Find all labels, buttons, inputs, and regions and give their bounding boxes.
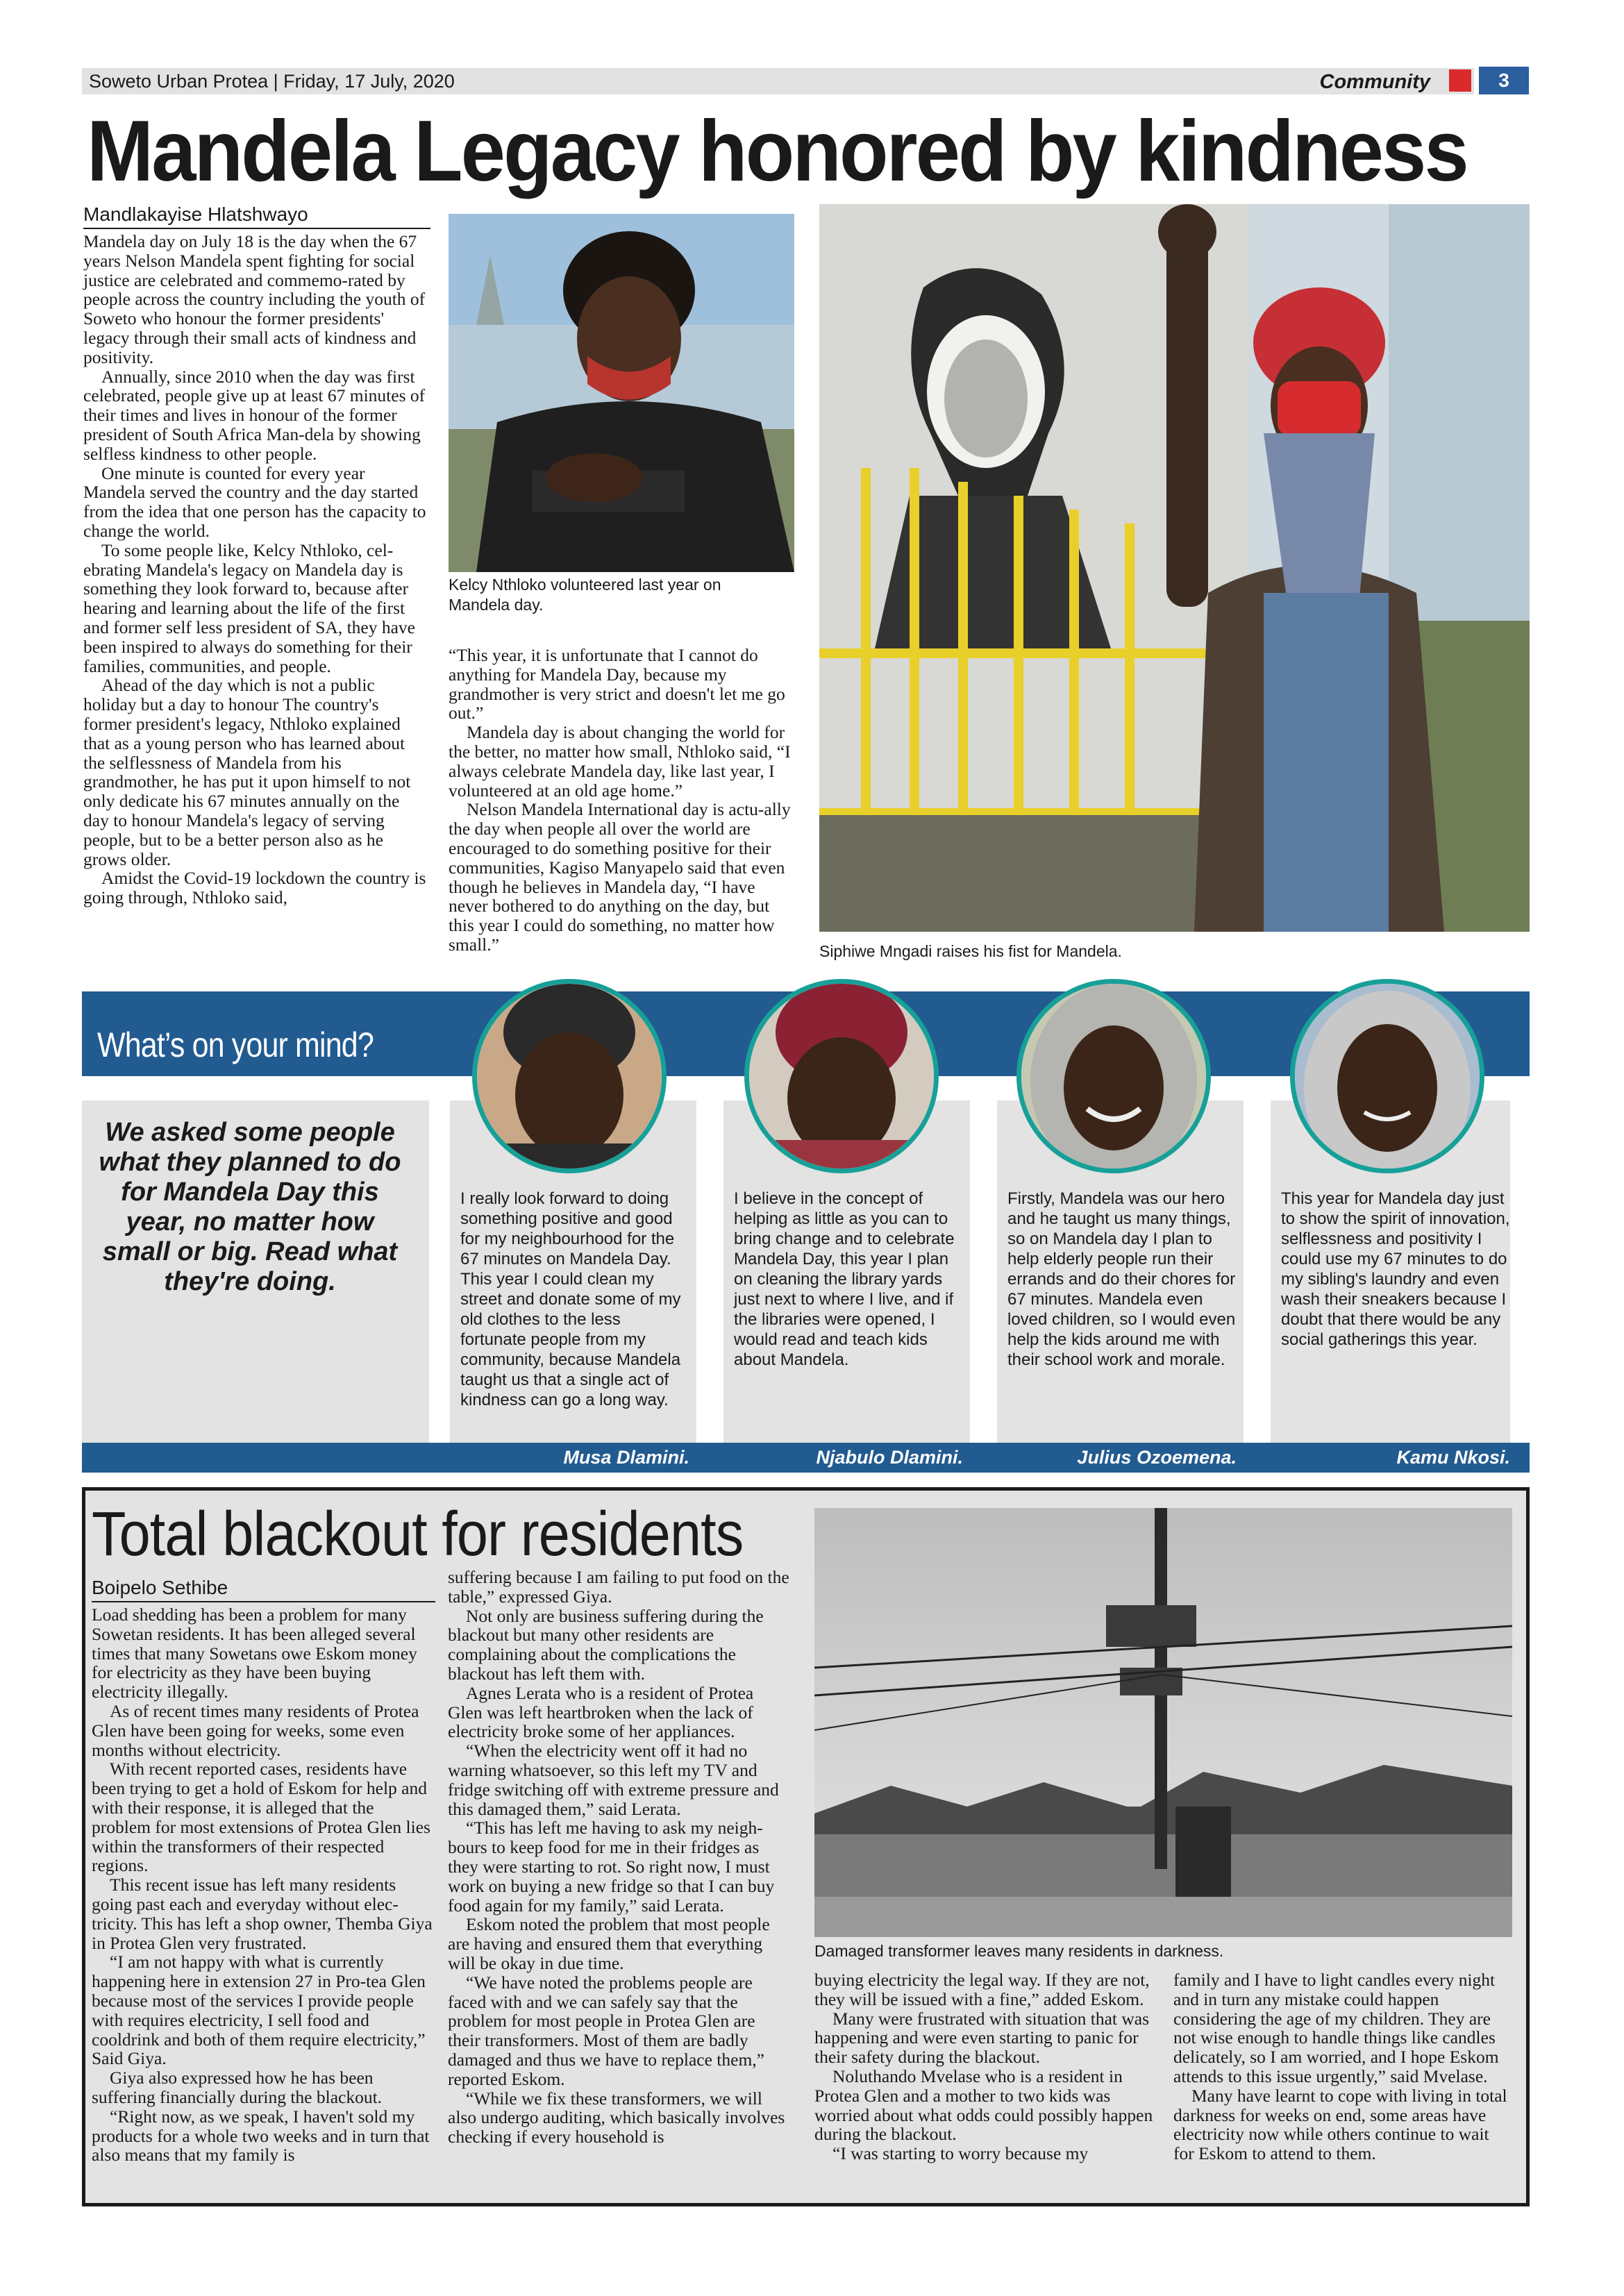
byline-rule (83, 228, 430, 229)
article2-column-1 (92, 1605, 435, 2165)
paragraph: With recent reported cases, residents have been trying to get a hold of Eskom for help and with their response, it is alleged that the problem for most extensions of Protea Glen lies within the transformers of their respected regions. (92, 1759, 430, 1876)
paragraph: This recent issue has left many residents going past each and everyday without elec-tricity. This has left a shop owner, Themba Giya in Protea Glen very frustrated. (92, 1875, 433, 1953)
paragraph: “This year, it is unfortunate that I cannot do anything for Mandela Day, because my grandmother is very strict and doesn't let me go out.” (449, 645, 785, 723)
paragraph: “While we fix these transformers, we will also undergo auditing, which basically involves checking if every household is (448, 2088, 785, 2147)
name-musa: Musa Dlamini. (563, 1447, 689, 1468)
headline-total-blackout: Total blackout for residents (92, 1500, 744, 1569)
quote-musa: I really look forward to doing something positive and good for my neighbourhood for the 67 minutes on Mandela Day. This year I could clean my street and donate some of my old clothes to the less fortunate people from my community, because Mandela taught us that a single act of kindness can go a long way. (460, 1189, 681, 1409)
paragraph: “When the electricity went off it had no warning whatsoever, so this left my TV and fridge switching off with extreme pressure and this damaged them,” said Lerata. (448, 1741, 779, 1819)
paragraph: One minute is counted for every year Mandela served the country and the day started from the idea that one person has the capacity to change the world. (83, 462, 426, 541)
paragraph: Noluthando Mvelase who is a resident in Protea Glen and a mother to two kids was worried about what odds could possibly happen during the blackout. (814, 2065, 1153, 2145)
publication-info: Soweto Urban Protea | Friday, 17 July, 2020 (89, 71, 455, 92)
paragraph: “We have noted the problems people are faced with and we can safely say that the problem for most people in Protea Glen are their transformers. Most of them are badly damaged and thus we have to replace them,” reported Eskom. (448, 1972, 764, 2089)
byline: Mandlakayise Hlatshwayo (83, 203, 308, 225)
paragraph: “I am not happy with what is currently happening here in extension 27 in Pro-tea Glen because most of the services I provide people with requires electricity, I sell food and cooldrink and both of them require electricity,” Said Giya. (92, 1952, 426, 2069)
paragraph: As of recent times many residents of Protea Glen have been going for weeks, some even months without electricity. (92, 1700, 419, 1760)
paragraph: buying electricity the legal way. If they are not, they will be issued with a fine,” added Eskom. (814, 1970, 1150, 2009)
byline: Boipelo Sethibe (92, 1577, 228, 1598)
paragraph: Mandela day is about changing the world for the better, no matter how small, Nthloko said, “I always celebrate Mandela day, like last year, I volunteered at an old age home.” (449, 722, 791, 801)
article1-column-1 (83, 232, 429, 907)
caption-siphiwe: Siphiwe Mngadi raises his fist for Mandela. (819, 942, 1122, 960)
paragraph: Amidst the Covid-19 lockdown the country is going through, Nthloko said, (83, 868, 426, 908)
paragraph: Many were frustrated with situation that was happening and were even starting to panic for their safety during the blackout. (814, 2008, 1150, 2068)
paragraph: Eskom noted the problem that most people are having and ensured them that everything will be okay in due time. (448, 1914, 770, 1973)
mind-intro: We asked some people what they planned to do for Mandela Day this year, no matter how small or big. Read what they're doing. (99, 1118, 401, 1296)
quote-njabulo: I believe in the concept of helping as little as you can to bring change and to celebrate Mandela Day, this year I plan on cleaning the library yards just next to where I live, and if the libraries were opened, I would read and teach kids about Mandela. (734, 1189, 955, 1369)
paragraph: Mandela day on July 18 is the day when the 67 years Nelson Mandela spent fighting for social justice are celebrated and commemo-rated by people across the country including the youth of Soweto who honour the former presidents' legacy through their small acts of kindness and positivity. (83, 231, 426, 367)
article2-column-3 (814, 1970, 1155, 2163)
quote-kamu: This year for Mandela day just to show the spirit of innovation, selflessness and positivity I could use my 67 minutes to do my sibling's laundry and even wash their sneakers because I doubt that there would be any social gatherings this year. (1281, 1189, 1510, 1349)
photo-kelcy-nthloko (449, 214, 794, 572)
article1-column-2 (449, 646, 794, 955)
paragraph: Agnes Lerata who is a resident of Protea Glen was left heartbroken when the lack of electricity broke some of her appliances. (448, 1682, 754, 1742)
caption-kelcy: Kelcy Nthloko volunteered last year on Mandela day. (449, 576, 721, 614)
article2-column-2 (448, 1568, 792, 2147)
paragraph: Load shedding has been a problem for many Sowetan residents. It has been alleged several times that many Sowetans owe Eskom money for electricity as they have been buying electricity illegally. (92, 1604, 417, 1702)
page-number: 3 (1479, 67, 1529, 94)
portrait-njabulo-dlamini (744, 979, 939, 1173)
name-julius: Julius Ozoemena. (1077, 1447, 1237, 1468)
paragraph: Ahead of the day which is not a public holiday but a day to honour The country's former president's legacy, Nthloko explained that as a young person who has learned about the selflessness of Mandela from his grandmother, he has put it upon himself to not only dedicate his 67 minutes annually on the day to honour Mandela's legacy of serving people, but to be a better person also as he grows older. (83, 675, 411, 869)
paragraph: To some people like, Kelcy Nthloko, cel-ebrating Mandela's legacy on Mandela day is something they look forward to, because after hearing and learning about the life of the first and former self less president of SA, they have been inspired to always do something for their families, communities, and people. (83, 539, 415, 676)
paragraph: Giya also expressed how he has been suffering financially during the blackout. (92, 2068, 383, 2107)
portrait-julius-ozoemena (1016, 979, 1211, 1173)
byline-rule (92, 1601, 435, 1602)
paragraph: Not only are business suffering during the blackout but many other residents are complaining about the complications the blackout has left them with. (448, 1605, 764, 1684)
article2-column-4 (1173, 1970, 1514, 2163)
paragraph: Nelson Mandela International day is actu-ally the day when people all over the world are encouraged to do something positive for their communities, Kagiso Manyapelo said that even though he believes in Mandela day, “I have never bothered to do anything on the day, but this year I could do something, no matter how small.” (449, 799, 791, 955)
paragraph: “This has left me having to ask my neigh-bours to keep food for me in their fridges as they were starting to rot. So right now, I must work on buying a new fridge so that I can buy food again for my family,” said Lerata. (448, 1818, 775, 1916)
portrait-kamu-nkosi (1290, 979, 1484, 1173)
headline-mandela-legacy: Mandela Legacy honored by kindness (87, 103, 1467, 199)
paragraph: family and I have to light candles every night and in turn any mistake could happen considering the age of my children. They are not wise enough to handle things like candles delicately, so I am worried, and I hope Eskom attends to this issue urgently,” said Mvelase. (1173, 1970, 1499, 2086)
paragraph: “Right now, as we speak, I haven't sold my products for a whole two weeks and in turn that also means that my family is (92, 2106, 430, 2165)
portrait-musa-dlamini (472, 979, 667, 1173)
caption-transformer: Damaged transformer leaves many residents in darkness. (814, 1942, 1224, 1960)
name-njabulo: Njabulo Dlamini. (816, 1447, 963, 1468)
section-label: Community (1319, 71, 1430, 93)
photo-damaged-transformer (814, 1508, 1512, 1937)
paragraph: “I was starting to worry because my (832, 2143, 1089, 2164)
section-marker (1449, 69, 1471, 92)
name-kamu: Kamu Nkosi. (1396, 1447, 1510, 1468)
mind-title: What’s on your mind? (97, 1025, 374, 1064)
paragraph: suffering because I am failing to put food on the table,” expressed Giya. (448, 1567, 789, 1607)
paragraph: Annually, since 2010 when the day was first celebrated, people give up at least 67 minutes of their times and lives in honour of the former president of South Africa Man-dela by showing selfless kindness to other people. (83, 366, 426, 464)
paragraph: Many have learnt to cope with living in total darkness for weeks on end, some areas have electricity now while others continue to wait for Eskom to attend to them. (1173, 2085, 1507, 2164)
photo-siphiwe-mngadi (819, 204, 1530, 932)
quote-julius: Firstly, Mandela was our hero and he taught us many things, so on Mandela day I plan to help elderly people run their errands and do their chores for 67 minutes. Mandela even loved children, so I would even help the kids around me with their school work and morale. (1007, 1189, 1236, 1369)
